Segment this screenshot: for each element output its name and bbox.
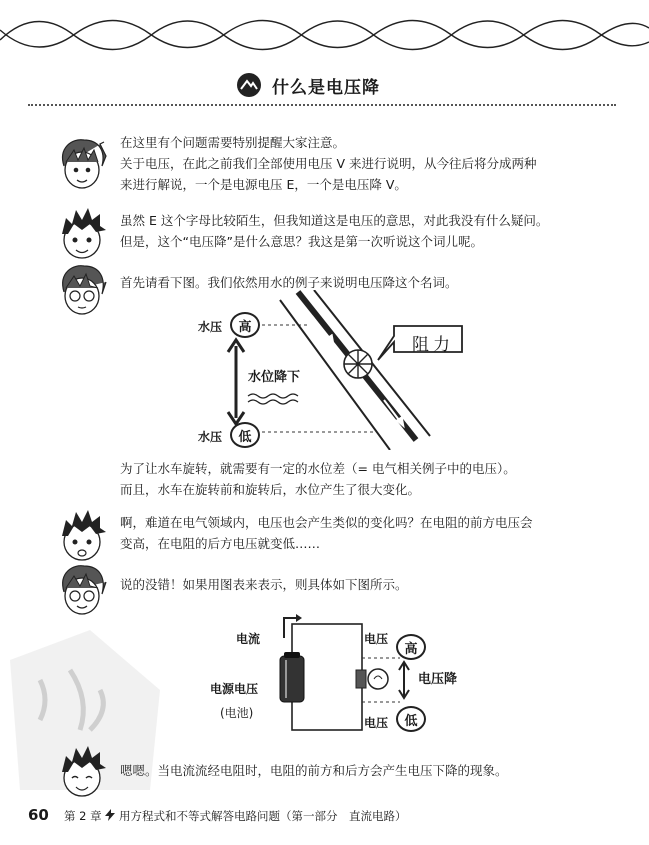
voltage-label-bottom: 电压 xyxy=(364,716,389,730)
high-circle-2: 高 xyxy=(396,634,426,660)
chapter-footer xyxy=(64,808,406,824)
water-diagram xyxy=(180,290,480,450)
avatar-girl-glasses xyxy=(56,262,108,320)
text-line: 变高，在电阻的后方电压就变低…… xyxy=(120,536,321,551)
dotted-divider xyxy=(28,104,616,106)
water-pressure-label-top: 水压 xyxy=(198,320,223,334)
high-circle: 高 xyxy=(230,312,260,338)
avatar-boy-3 xyxy=(56,744,108,802)
chapter-prefix: 第 2 章 xyxy=(64,809,102,823)
text-line: 而且，水车在旋转前和旋转后，水位产生了很大变化。 xyxy=(120,482,421,497)
text-line: 来进行解说，一个是电源电压 E，一个是电压降 V。 xyxy=(120,177,407,192)
low-circle-2: 低 xyxy=(396,706,426,732)
text-line: 说的没错！如果用图表来表示，则具体如下图所示。 xyxy=(120,577,408,592)
paragraph-6 xyxy=(120,574,408,595)
light-bulb-icon xyxy=(356,669,388,689)
page-number: 60 xyxy=(28,806,49,824)
avatar-boy xyxy=(56,206,108,264)
voltage-label-top: 电压 xyxy=(364,632,389,646)
low-circle: 低 xyxy=(230,422,260,448)
battery-icon xyxy=(280,652,304,702)
water-wheel-icon xyxy=(344,350,372,378)
text-line: 虽然 E 这个字母比较陌生，但我知道这是电压的意思，对此我没有什么疑问。 xyxy=(120,213,549,228)
text-line: 关于电压，在此之前我们全部使用电压 V 来进行说明，从今往后将分成两种 xyxy=(120,156,537,171)
paragraph-7 xyxy=(120,760,508,781)
source-voltage-label: 电源电压 xyxy=(210,682,259,696)
avatar-girl xyxy=(56,136,108,194)
paragraph-1 xyxy=(120,132,537,195)
voltage-drop-label: 电压降 xyxy=(418,672,458,687)
text-line: 在这里有个问题需要特别提醒大家注意。 xyxy=(120,135,346,150)
lightning-icon xyxy=(105,809,115,821)
text-line: 啊，难道在电气领域内，电压也会产生类似的变化吗？在电阻的前方电压会 xyxy=(120,515,533,530)
text-line: 首先请看下图。我们依然用水的例子来说明电压降这个名词。 xyxy=(120,275,458,290)
chapter-title: 用方程式和不等式解答电路问题（第一部分 直流电路） xyxy=(118,809,407,823)
paragraph-4 xyxy=(120,458,516,500)
avatar-girl-glasses-2 xyxy=(56,562,108,620)
text-line: 但是，这个“电压降”是什么意思？我这是第一次听说这个词儿呢。 xyxy=(120,234,483,249)
text-line: 嗯嗯。当电流流经电阻时，电阻的前方和后方会产生电压下降的现象。 xyxy=(120,763,508,778)
battery-label: (电池) xyxy=(220,706,254,720)
current-label: 电流 xyxy=(236,632,261,646)
mountain-icon xyxy=(236,72,262,98)
resistance-label: 阻力 xyxy=(412,335,454,355)
paragraph-5 xyxy=(120,512,533,554)
level-drop-label: 水位降下 xyxy=(248,370,301,385)
top-wave-border xyxy=(0,14,649,54)
avatar-boy-2 xyxy=(56,508,108,566)
section-heading xyxy=(236,70,380,100)
paragraph-2 xyxy=(120,210,548,252)
water-pressure-label-bottom: 水压 xyxy=(198,430,223,444)
section-title: 什么是电压降 xyxy=(272,77,380,98)
text-line: 为了让水车旋转，就需要有一定的水位差（= 电气相关例子中的电压）。 xyxy=(120,461,516,476)
